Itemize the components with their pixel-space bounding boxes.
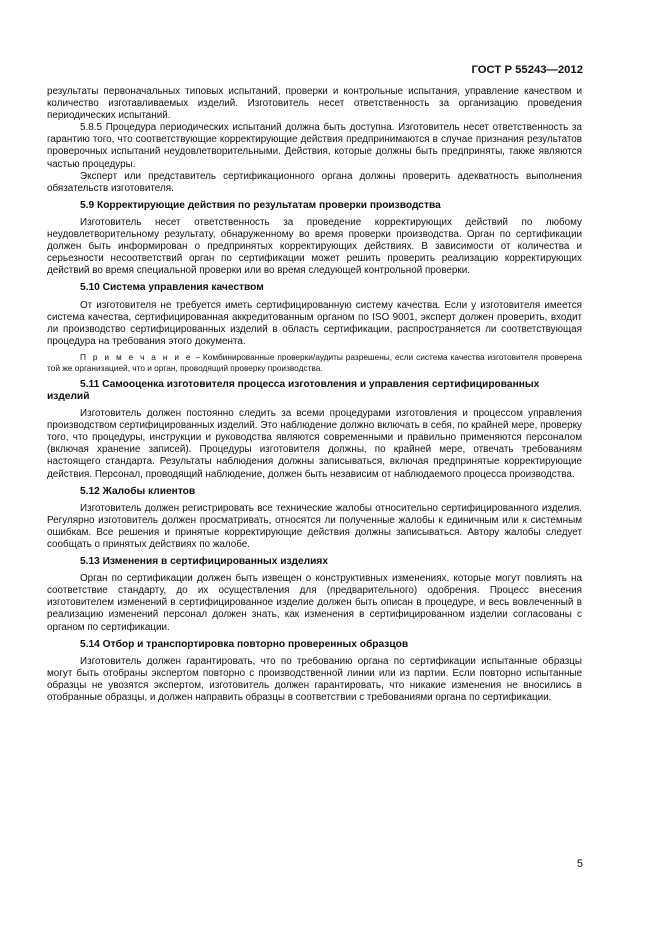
paragraph: От изготовителя не требуется иметь сертифицированную систему качества. Если у изготовителя имеется система качества, сертифицированная аккредитованным органом по ISO 9001, эксперт должен проверить, входит ли производство сертифицированных изделий в область сертификации, распространяется ли соответствующая процедура на требования этого документа. bbox=[47, 299, 582, 347]
section-title: 5.13 Изменения в сертифицированных изделиях bbox=[80, 556, 329, 568]
document-code: ГОСТ Р 55243—2012 bbox=[471, 64, 583, 76]
section-title: 5.12 Жалобы клиентов bbox=[80, 485, 196, 497]
paragraph: Изготовитель должен регистрировать все технические жалобы относительно сертифицированного изделия. Регулярно изготовитель должен просматривать, относятся ли полученные жалобы к единичным или к системным ошибкам. Все решения и принятые корректирующие действия должны записываться. Автору жалобы следует сообщать о принятых действиях по жалобе. bbox=[47, 502, 582, 550]
paragraph: Изготовитель несет ответственность за проведение корректирующих действий по любому неудовлетворительному результату, обнаруженному во время проверки производства. Орган по сертификации должен быть информирован о предпринятых корректирующих действиях. В зависимости от количества и серьезности несоответствий орган по сертификации может решить проверить реализацию корректирующих действий во время специальной проверки или во время следующей контрольной проверки. bbox=[47, 216, 582, 277]
paragraph: результаты первоначальных типовых испытаний, проверки и контрольные испытания, управление качеством и количество изготавливаемых изделий. Изготовитель несет ответственность за организацию проведения периодических испытаний. bbox=[47, 86, 582, 122]
paragraph: 5.8.5 Процедура периодических испытаний должна быть доступна. Изготовитель несет ответственность за гарантию того, что соответствующие корректирующие действия предпринимаются в случае признания результатов проверочных испытаний неудовлетворительными. Действия, которые должны быть предприняты, также являются частью процедуры. bbox=[47, 122, 582, 170]
section-5-14 bbox=[47, 639, 582, 704]
note-text: – Комбинированные проверки/аудиты разрешены, если система качества изготовителя проверена той же организацией, что и орган, проводящий проверку производства. bbox=[47, 351, 582, 373]
section-title: 5.14 Отбор и транспортировка повторно проверенных образцов bbox=[80, 638, 409, 650]
note bbox=[47, 352, 582, 374]
paragraph: Изготовитель должен постоянно следить за всеми процедурами изготовления и процессом управления производством сертифицированных изделий. Это наблюдение должно включать в себя, по крайней мере, проверку того, что процедуры, инструкции и руководства являются современными и правильно применяются персоналом (включая хранение записей). Процедуры изготовителя должны, по крайней мере, отвечать требованиям настоящего стандарта. Результаты наблюдения должны записываться, включая предпринятые корректирующие действия. Персонал, проводящий наблюдение, должен быть независим от наблюдаемого процесса производства. bbox=[47, 408, 582, 480]
paragraph: Орган по сертификации должен быть извещен о конструктивных изменениях, которые могут повлиять на соответствие стандарту, до их осуществления для (предварительного) одобрения. Процесс внесения изготовителем изменений в сертифицированное изделие должен быть описан в процедуре, и весь вовлеченный в реализацию изменений персонал должен знать, как изменения в сертифицированном изделии согласованы с органом по сертификации. bbox=[47, 573, 582, 633]
section-5-12 bbox=[47, 486, 582, 551]
section-title: 5.11 Самооценка изготовителя процесса изготовления и управления сертифицированных изделий bbox=[47, 378, 540, 402]
section-5-10 bbox=[47, 282, 582, 373]
paragraph: Эксперт или представитель сертификационного органа должны проверить адекватность выполнения обязательств изготовителя. bbox=[47, 170, 582, 194]
section-title: 5.9 Корректирующие действия по результатам проверки производства bbox=[80, 199, 441, 211]
section-5-13 bbox=[47, 556, 582, 634]
document-body bbox=[47, 86, 582, 704]
section-5-11 bbox=[47, 379, 582, 481]
section-5-9 bbox=[47, 200, 582, 278]
paragraph: Изготовитель должен гарантировать, что по требованию органа по сертификации испытанные образцы могут быть отобраны экспертом повторно с производственной линии или из партии. Если повторно испытанные образцы не увозятся экспертом, изготовитель должен гарантировать, что никакие изменения не вносились в отобранные образцы, и должен направить образцы в соответствии с требованиями органа по сертификации. bbox=[47, 655, 582, 704]
note-label: П р и м е ч а н и е bbox=[80, 351, 193, 362]
page-number: 5 bbox=[576, 858, 583, 870]
section-title: 5.10 Система управления качеством bbox=[80, 282, 264, 294]
